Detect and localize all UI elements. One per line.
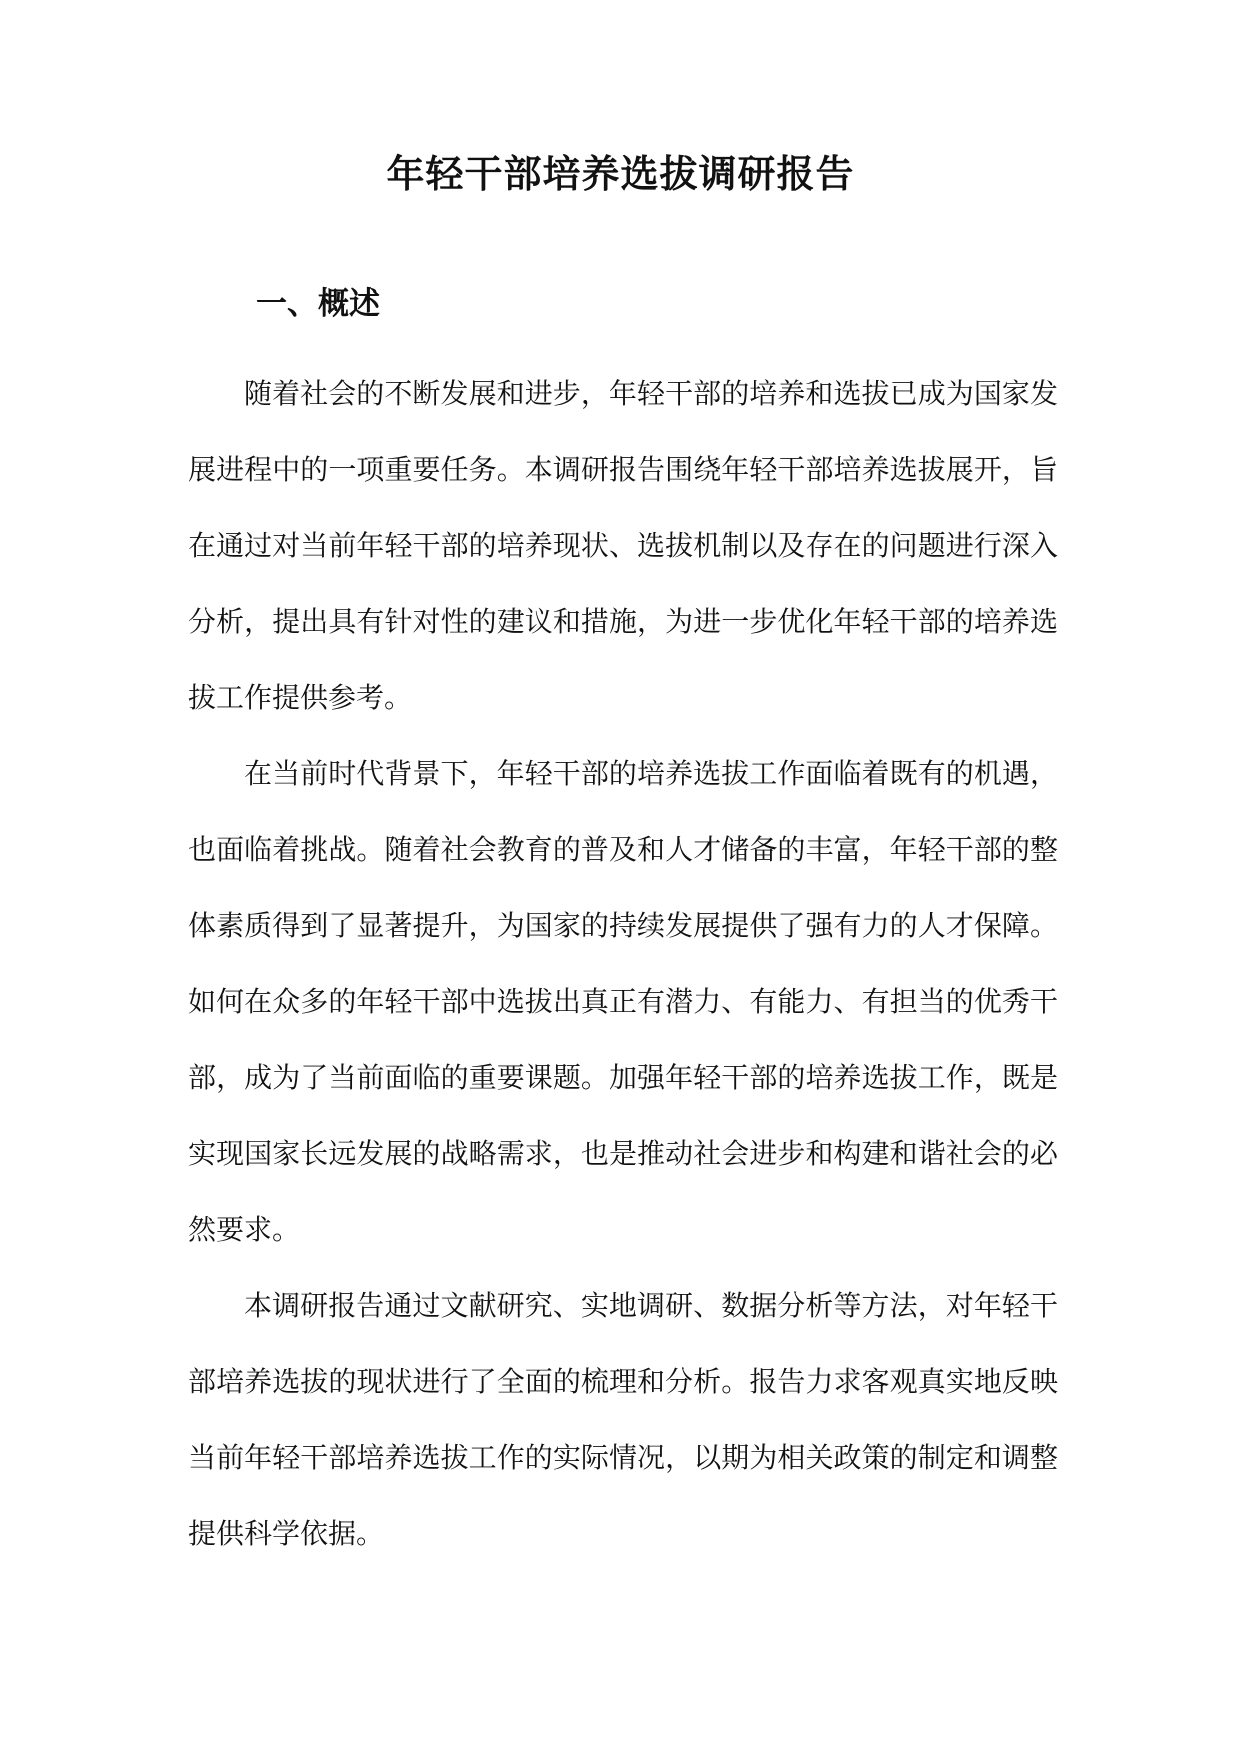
- document-title: 年轻干部培养选拔调研报告: [386, 151, 855, 196]
- paragraph-2: 在当前时代背景下，年轻干部的培养选拔工作面临着既有的机遇，也面临着挑战。随着社会教育的普及和人才储备的丰富，年轻干部的整体素质得到了显著提升，为国家的持续发展提供了强有力的人才保障。如何在众多的年轻干部中选拔出真正有潜力、有能力、有担当的优秀干部，成为了当前面临的重要课题。加强年轻干部的培养选拔工作，既是实现国家长远发展的战略需求，也是推动社会进步和构建和谐社会的必然要求。: [188, 757, 1058, 1246]
- paragraph-3: 本调研报告通过文献研究、实地调研、数据分析等方法，对年轻干部培养选拔的现状进行了全面的梳理和分析。报告力求客观真实地反映当前年轻干部培养选拔工作的实际情况，以期为相关政策的制定和调整提供科学依据。: [188, 1289, 1058, 1550]
- section-body: [188, 356, 1058, 1572]
- section-heading: 一、概述: [256, 286, 380, 322]
- paragraph-1: 随着社会的不断发展和进步，年轻干部的培养和选拔已成为国家发展进程中的一项重要任务。本调研报告围绕年轻干部培养选拔展开，旨在通过对当前年轻干部的培养现状、选拔机制以及存在的问题进行深入分析，提出具有针对性的建议和措施，为进一步优化年轻干部的培养选拔工作提供参考。: [188, 377, 1058, 714]
